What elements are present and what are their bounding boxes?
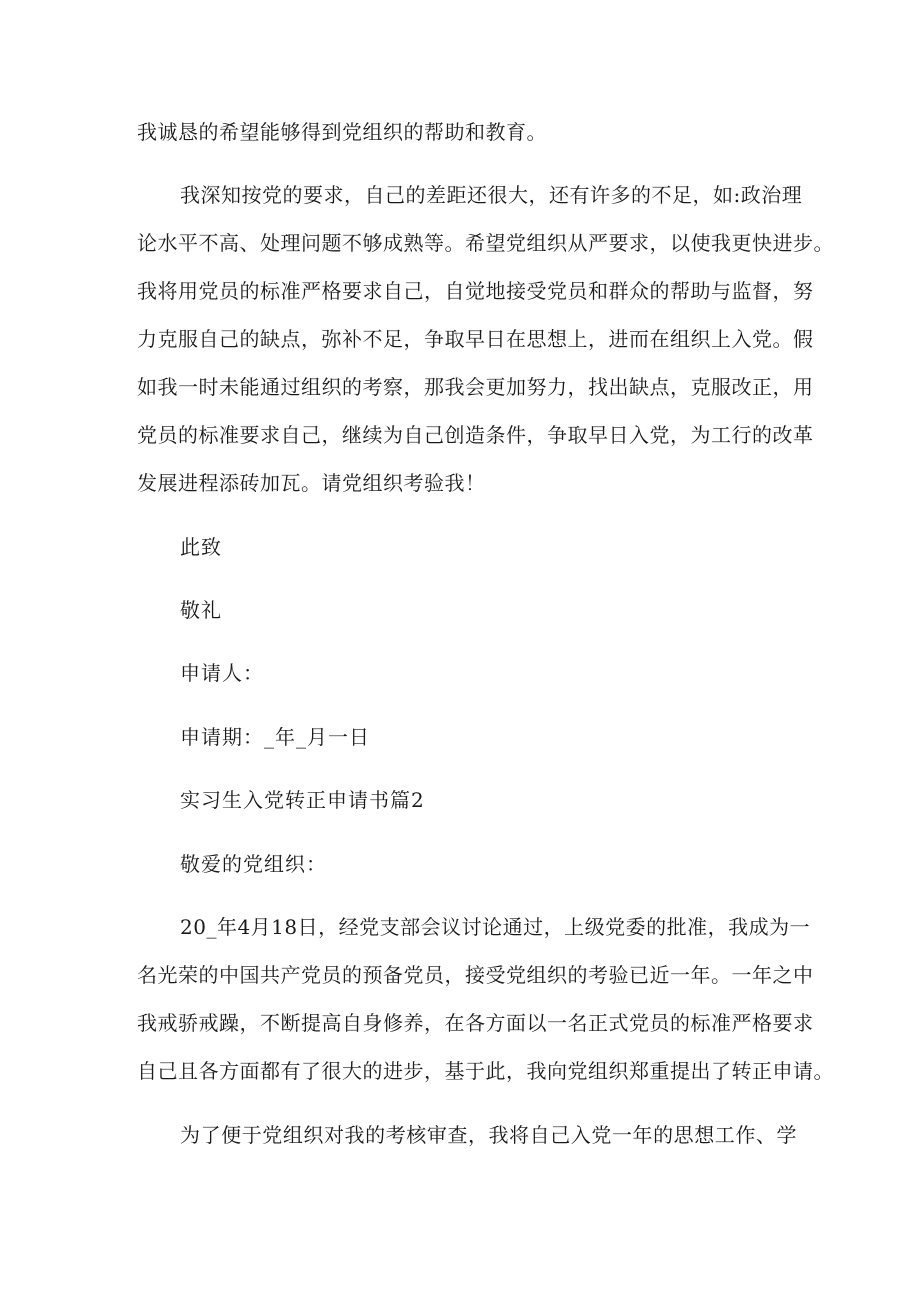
paragraph-line: 我深知按党的要求，自己的差距还很大，还有许多的不足，如:政治理 xyxy=(180,183,803,207)
paragraph-line: 发展进程添砖加瓦。请党组织考验我！ xyxy=(137,471,486,495)
paragraph-line: 如我一时未能通过组织的考察，那我会更加努力，找出缺点，克服改正，用 xyxy=(137,375,814,399)
closing-salute: 敬礼 xyxy=(180,598,222,622)
paragraph-line: 自己且各方面都有了很大的进步，基于此，我向党组织郑重提出了转正申请。 xyxy=(137,1059,834,1083)
applicant-label: 申请人： xyxy=(180,661,264,685)
paragraph-line: 20_年4月18日，经党支部会议讨论通过，上级党委的批准，我成为一 xyxy=(180,915,811,939)
paragraph-line: 为了便于党组织对我的考核审查，我将自己入党一年的思想工作、学 xyxy=(180,1123,797,1147)
section-title: 实习生入党转正申请书篇2 xyxy=(180,788,425,812)
paragraph-intro-end: 我诚恳的希望能够得到党组织的帮助和教育。 xyxy=(137,120,547,144)
paragraph-line: 党员的标准要求自己，继续为自己创造条件，争取早日入党，为工行的改革 xyxy=(137,423,814,447)
closing-greeting: 此致 xyxy=(180,535,222,559)
paragraph-line: 我戒骄戒躁，不断提高自身修养，在各方面以一名正式党员的标准严格要求 xyxy=(137,1011,814,1035)
paragraph-line: 名光荣的中国共产党员的预备党员，接受党组织的考验已近一年。一年之中 xyxy=(137,963,814,987)
paragraph-line: 力克服自己的缺点，弥补不足，争取早日在思想上，进而在组织上入党。假 xyxy=(137,327,814,351)
paragraph-line: 论水平不高、处理问题不够成熟等。希望党组织从严要求，以使我更快进步。 xyxy=(137,231,834,255)
paragraph-line: 我将用党员的标准严格要求自己，自觉地接受党员和群众的帮助与监督，努 xyxy=(137,279,814,303)
date-label: 申请期：_年_月一日 xyxy=(180,725,370,749)
salutation: 敬爱的党组织： xyxy=(180,852,327,876)
